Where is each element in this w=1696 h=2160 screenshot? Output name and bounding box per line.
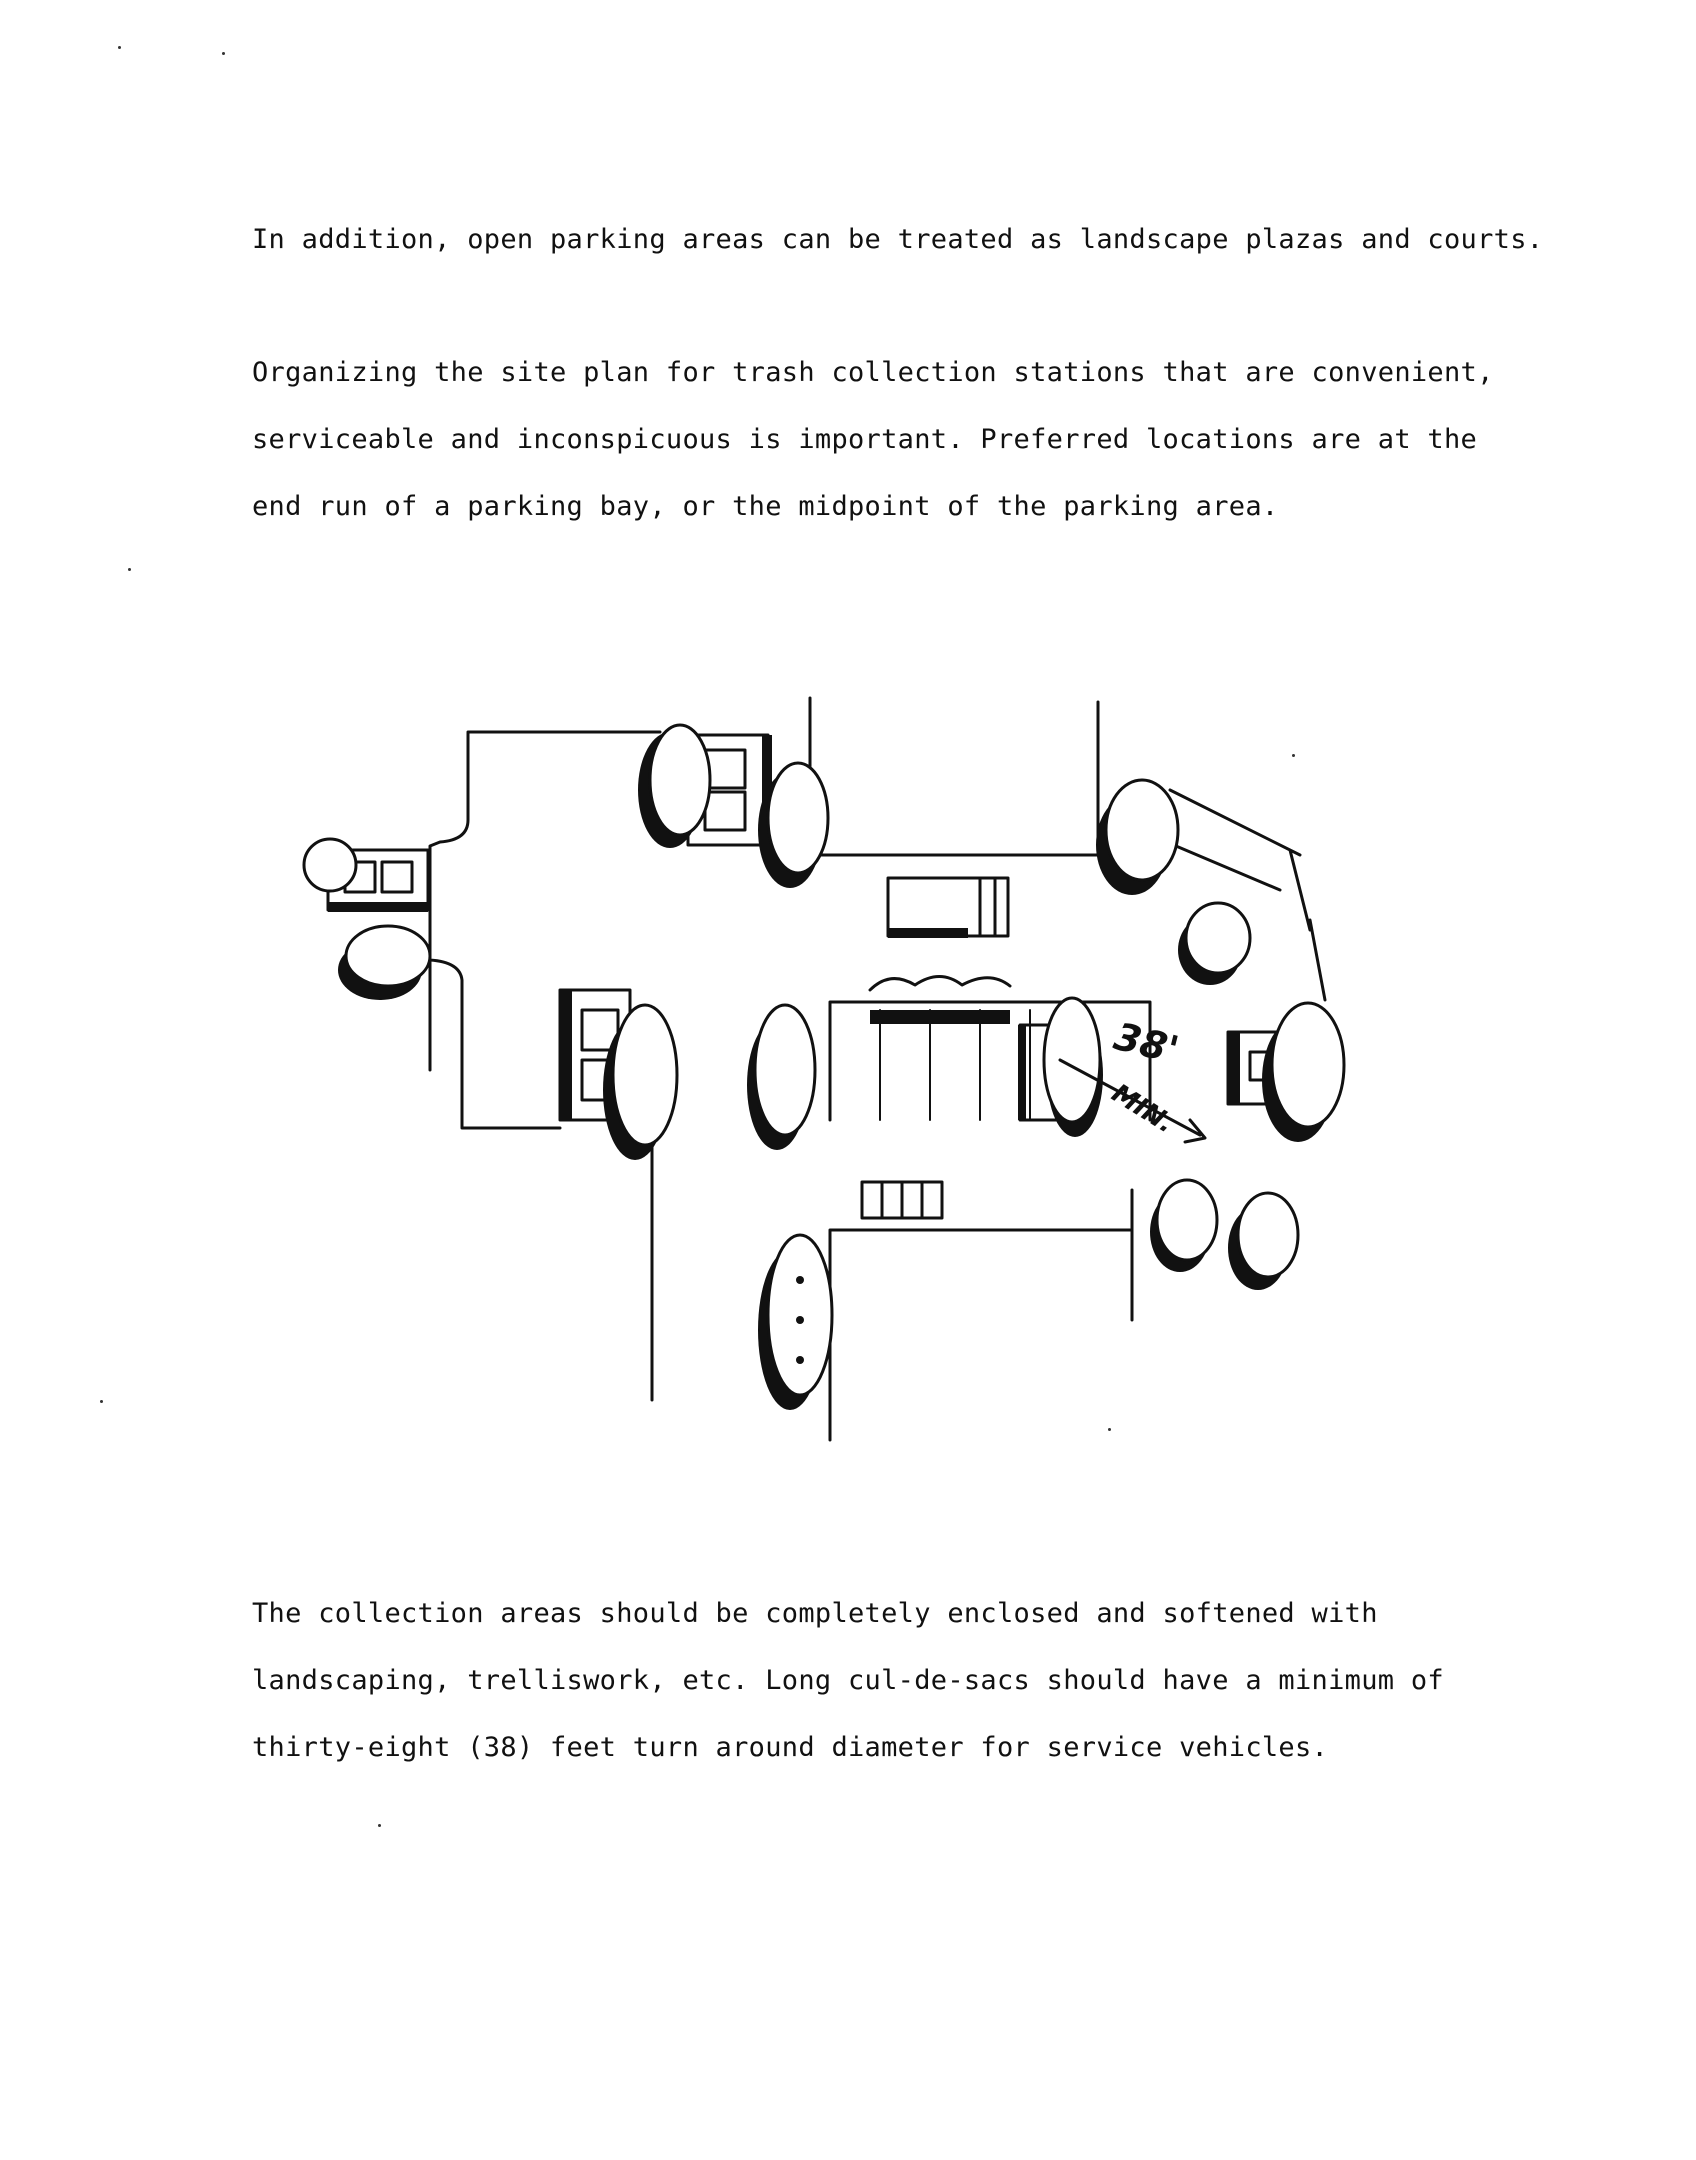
paragraph-collection-enclosure [252, 1580, 1444, 1781]
paragraph-trash-collection [252, 339, 1494, 540]
scan-speck [1292, 754, 1295, 757]
text-line: thirty-eight (38) feet turn around diameter for service vehicles. [252, 1732, 1329, 1763]
dimension-note: MIN. [1106, 1078, 1180, 1140]
paragraph-parking-plazas [252, 206, 1543, 273]
site-plan-sketch [290, 680, 1410, 1460]
scan-speck [118, 46, 121, 49]
scan-speck [378, 1824, 381, 1827]
central-parking-bay [830, 977, 1150, 1121]
text-line: Organizing the site plan for trash collection stations that are convenient, [252, 357, 1494, 388]
scan-speck [100, 1400, 103, 1403]
trash-enclosure-lower [862, 1182, 942, 1218]
scan-speck [1108, 1428, 1111, 1431]
scan-speck [222, 52, 225, 55]
text-line: The collection areas should be completely enclosed and softened with [252, 1598, 1378, 1629]
text-line: serviceable and inconspicuous is important. Preferred locations are at the [252, 424, 1478, 455]
text-line: landscaping, trelliswork, etc. Long cul-de-sacs should have a minimum of [252, 1665, 1444, 1696]
trees [304, 725, 1344, 1410]
text-line: end run of a parking bay, or the midpoint of the parking area. [252, 491, 1279, 522]
text-line: In addition, open parking areas can be treated as landscape plazas and courts. [252, 224, 1544, 255]
dimension-label: 38' [1109, 1014, 1184, 1073]
scan-speck [128, 568, 131, 571]
trash-enclosure-center [888, 878, 1008, 938]
